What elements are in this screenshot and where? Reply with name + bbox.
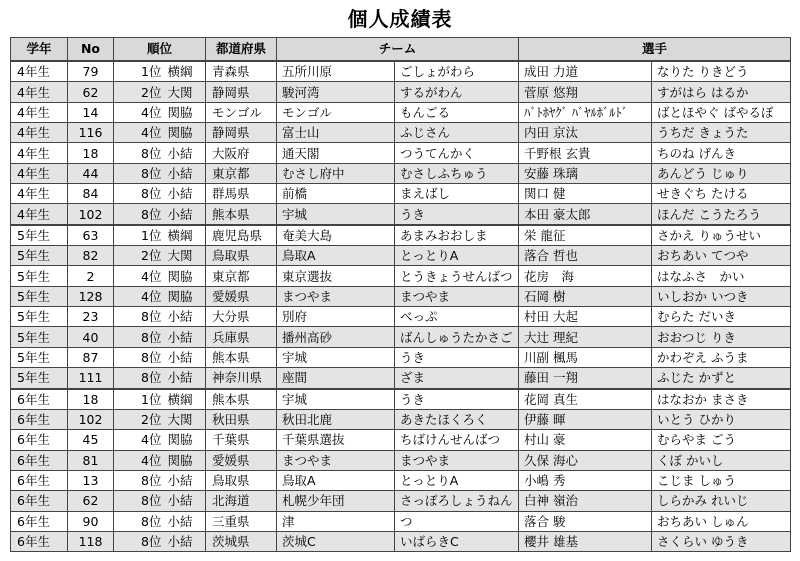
cell-team: 鳥取A (277, 470, 395, 490)
rank-title: 小結 (167, 473, 193, 489)
table-row (11, 266, 791, 286)
cell-player: 落合 駿 (519, 511, 652, 531)
rank-title: 横綱 (167, 391, 193, 407)
cell-player: 内田 京汰 (519, 123, 652, 143)
cell-team: 富士山 (277, 123, 395, 143)
cell-grade: 4年生 (11, 163, 68, 183)
cell-team: むさし府中 (277, 163, 395, 183)
rank-title: 小結 (167, 513, 193, 529)
cell-player-kana: むらやま ごう (652, 430, 791, 450)
rank-title: 関脇 (167, 432, 193, 448)
header-row (11, 38, 791, 62)
cell-team: モンゴル (277, 102, 395, 122)
cell-player: ﾊﾞﾄﾎﾔｸﾞ ﾊﾞﾔﾙﾎﾞﾙﾄﾞ (519, 102, 652, 122)
cell-grade: 4年生 (11, 61, 68, 82)
rank-title: 大関 (167, 84, 193, 100)
cell-no: 14 (68, 102, 114, 122)
cell-player: 栄 龍征 (519, 225, 652, 246)
cell-prefecture: モンゴル (206, 102, 277, 122)
cell-team-kana: うき (395, 204, 519, 225)
cell-player-kana: はなふさ かい (652, 266, 791, 286)
cell-grade: 6年生 (11, 430, 68, 450)
rank-title: 横綱 (167, 64, 193, 80)
cell-rank (114, 82, 206, 102)
cell-rank (114, 389, 206, 410)
cell-prefecture: 茨城県 (206, 531, 277, 551)
cell-team: 鳥取A (277, 246, 395, 266)
cell-player-kana: こじま しゅう (652, 470, 791, 490)
cell-no: 18 (68, 389, 114, 410)
table-row (11, 82, 791, 102)
rank-title: 小結 (167, 534, 193, 550)
cell-grade: 4年生 (11, 143, 68, 163)
rank-position: 8位 (141, 349, 162, 365)
rank-position: 8位 (141, 186, 162, 202)
rank-position: 8位 (141, 493, 162, 509)
cell-team: 奄美大島 (277, 225, 395, 246)
cell-team-kana: もんごる (395, 102, 519, 122)
cell-no: 13 (68, 470, 114, 490)
cell-rank (114, 491, 206, 511)
rank-position: 1位 (141, 227, 162, 243)
cell-rank (114, 266, 206, 286)
cell-player: 久保 海心 (519, 450, 652, 470)
cell-rank (114, 163, 206, 183)
cell-player: 千野根 玄貴 (519, 143, 652, 163)
cell-team: 通天閣 (277, 143, 395, 163)
cell-player-kana: ほんだ こうたろう (652, 204, 791, 225)
rank-position: 8位 (141, 513, 162, 529)
cell-team-kana: うき (395, 347, 519, 367)
rank-title: 関脇 (167, 104, 193, 120)
cell-player-kana: くぼ かいし (652, 450, 791, 470)
header-player: 選手 (519, 38, 791, 62)
cell-grade: 6年生 (11, 531, 68, 551)
cell-grade: 4年生 (11, 184, 68, 204)
rank-title: 大関 (167, 248, 193, 264)
cell-team-kana: とうきょうせんばつ (395, 266, 519, 286)
cell-team: 津 (277, 511, 395, 531)
cell-team: 播州高砂 (277, 327, 395, 347)
cell-player-kana: あんどう じゅり (652, 163, 791, 183)
table-row (11, 491, 791, 511)
cell-rank (114, 102, 206, 122)
cell-team-kana: さっぽろしょうねん (395, 491, 519, 511)
rank-position: 8位 (141, 473, 162, 489)
rank-title: 関脇 (167, 268, 193, 284)
cell-grade: 4年生 (11, 204, 68, 225)
cell-player: 伊藤 暉 (519, 409, 652, 429)
cell-player: 花岡 真生 (519, 389, 652, 410)
cell-prefecture: 青森県 (206, 61, 277, 82)
cell-rank (114, 61, 206, 82)
table-row (11, 246, 791, 266)
cell-team-kana: ごしょがわら (395, 61, 519, 82)
cell-prefecture: 秋田県 (206, 409, 277, 429)
cell-team-kana: とっとりA (395, 470, 519, 490)
cell-grade: 6年生 (11, 491, 68, 511)
table-row (11, 347, 791, 367)
cell-prefecture: 愛媛県 (206, 450, 277, 470)
rank-title: 小結 (167, 206, 193, 222)
cell-team-kana: べっぷ (395, 307, 519, 327)
header-prefecture: 都道府県 (206, 38, 277, 62)
cell-team: 前橋 (277, 184, 395, 204)
cell-team: 秋田北鹿 (277, 409, 395, 429)
cell-rank (114, 143, 206, 163)
cell-rank (114, 368, 206, 389)
cell-rank (114, 123, 206, 143)
rank-title: 小結 (167, 165, 193, 181)
cell-rank (114, 470, 206, 490)
cell-prefecture: 静岡県 (206, 82, 277, 102)
cell-no: 63 (68, 225, 114, 246)
cell-player-kana: さかえ りゅうせい (652, 225, 791, 246)
cell-prefecture: 大阪府 (206, 143, 277, 163)
cell-grade: 5年生 (11, 286, 68, 306)
cell-player-kana: さくらい ゆうき (652, 531, 791, 551)
cell-player-kana: ふじた かずと (652, 368, 791, 389)
cell-rank (114, 307, 206, 327)
cell-no: 82 (68, 246, 114, 266)
rank-position: 2位 (141, 248, 162, 264)
header-team: チーム (277, 38, 519, 62)
cell-rank (114, 327, 206, 347)
rank-title: 小結 (167, 349, 193, 365)
rank-position: 8位 (141, 534, 162, 550)
cell-player-kana: しらかみ れいじ (652, 491, 791, 511)
cell-prefecture: 鳥取県 (206, 470, 277, 490)
cell-prefecture: 愛媛県 (206, 286, 277, 306)
cell-rank (114, 450, 206, 470)
rank-position: 8位 (141, 329, 162, 345)
cell-prefecture: 熊本県 (206, 347, 277, 367)
cell-prefecture: 鳥取県 (206, 246, 277, 266)
cell-rank (114, 204, 206, 225)
cell-prefecture: 三重県 (206, 511, 277, 531)
cell-player: 村田 大起 (519, 307, 652, 327)
cell-team: 札幌少年団 (277, 491, 395, 511)
table-row (11, 204, 791, 225)
cell-player-kana: なりた りきどう (652, 61, 791, 82)
rank-position: 2位 (141, 84, 162, 100)
cell-prefecture: 兵庫県 (206, 327, 277, 347)
cell-team: 茨城C (277, 531, 395, 551)
cell-rank (114, 184, 206, 204)
results-table (10, 37, 791, 552)
rank-position: 8位 (141, 165, 162, 181)
table-row (11, 307, 791, 327)
cell-player: 安藤 珠璃 (519, 163, 652, 183)
cell-grade: 6年生 (11, 409, 68, 429)
rank-position: 4位 (141, 125, 162, 141)
cell-no: 116 (68, 123, 114, 143)
table-row (11, 409, 791, 429)
rank-position: 1位 (141, 64, 162, 80)
cell-grade: 4年生 (11, 102, 68, 122)
cell-rank (114, 347, 206, 367)
cell-grade: 5年生 (11, 368, 68, 389)
cell-rank (114, 409, 206, 429)
cell-player: 小嶋 秀 (519, 470, 652, 490)
cell-team-kana: むさしふちゅう (395, 163, 519, 183)
rank-title: 小結 (167, 145, 193, 161)
cell-team-kana: するがわん (395, 82, 519, 102)
table-row (11, 389, 791, 410)
rank-title: 関脇 (167, 452, 193, 468)
cell-no: 84 (68, 184, 114, 204)
cell-prefecture: 静岡県 (206, 123, 277, 143)
cell-prefecture: 群馬県 (206, 184, 277, 204)
table-row (11, 450, 791, 470)
cell-team: まつやま (277, 286, 395, 306)
page-title: 個人成績表 (347, 7, 453, 31)
cell-prefecture: 東京都 (206, 163, 277, 183)
cell-team-kana: ばんしゅうたかさご (395, 327, 519, 347)
cell-no: 2 (68, 266, 114, 286)
cell-prefecture: 鹿児島県 (206, 225, 277, 246)
cell-rank (114, 511, 206, 531)
cell-grade: 4年生 (11, 82, 68, 102)
cell-prefecture: 熊本県 (206, 204, 277, 225)
cell-player-kana: すがはら はるか (652, 82, 791, 102)
cell-no: 45 (68, 430, 114, 450)
cell-rank (114, 430, 206, 450)
cell-rank (114, 225, 206, 246)
cell-no: 62 (68, 82, 114, 102)
cell-grade: 5年生 (11, 347, 68, 367)
cell-team: 東京選抜 (277, 266, 395, 286)
cell-player-kana: はなおか まさき (652, 389, 791, 410)
cell-no: 90 (68, 511, 114, 531)
rank-title: 大関 (167, 412, 193, 428)
rank-position: 8位 (141, 206, 162, 222)
table-row (11, 225, 791, 246)
cell-team: 宇城 (277, 204, 395, 225)
cell-player: 成田 力道 (519, 61, 652, 82)
cell-player-kana: いとう ひかり (652, 409, 791, 429)
cell-team: 座間 (277, 368, 395, 389)
rank-title: 小結 (167, 309, 193, 325)
header-rank: 順位 (114, 38, 206, 62)
cell-player-kana: かわぞえ ふうま (652, 347, 791, 367)
rank-position: 4位 (141, 452, 162, 468)
cell-grade: 5年生 (11, 225, 68, 246)
table-row (11, 102, 791, 122)
cell-no: 102 (68, 409, 114, 429)
cell-no: 87 (68, 347, 114, 367)
cell-no: 102 (68, 204, 114, 225)
cell-team-kana: つ (395, 511, 519, 531)
table-row (11, 430, 791, 450)
rank-title: 小結 (167, 370, 193, 386)
cell-player-kana: ちのね げんき (652, 143, 791, 163)
rank-position: 2位 (141, 412, 162, 428)
cell-team-kana: とっとりA (395, 246, 519, 266)
cell-player: 落合 哲也 (519, 246, 652, 266)
cell-player-kana: おおつじ りき (652, 327, 791, 347)
rank-position: 4位 (141, 268, 162, 284)
cell-team-kana: ふじさん (395, 123, 519, 143)
cell-no: 118 (68, 531, 114, 551)
cell-team-kana: まえばし (395, 184, 519, 204)
cell-rank (114, 531, 206, 551)
cell-no: 128 (68, 286, 114, 306)
rank-position: 8位 (141, 145, 162, 161)
rank-title: 関脇 (167, 125, 193, 141)
cell-team: まつやま (277, 450, 395, 470)
table-row (11, 163, 791, 183)
rank-title: 関脇 (167, 288, 193, 304)
rank-title: 横綱 (167, 227, 193, 243)
cell-player: 石岡 樹 (519, 286, 652, 306)
table-body (11, 61, 791, 552)
cell-no: 18 (68, 143, 114, 163)
cell-player-kana: ばとほやぐ ばやるぼ (652, 102, 791, 122)
cell-grade: 6年生 (11, 511, 68, 531)
cell-no: 79 (68, 61, 114, 82)
cell-prefecture: 熊本県 (206, 389, 277, 410)
cell-team: 五所川原 (277, 61, 395, 82)
cell-team: 駿河湾 (277, 82, 395, 102)
cell-team-kana: まつやま (395, 286, 519, 306)
cell-player-kana: うちだ きょうた (652, 123, 791, 143)
rank-position: 4位 (141, 432, 162, 448)
cell-team-kana: いばらきC (395, 531, 519, 551)
cell-no: 111 (68, 368, 114, 389)
cell-team: 宇城 (277, 389, 395, 410)
cell-player-kana: いしおか いつき (652, 286, 791, 306)
header-grade: 学年 (11, 38, 68, 62)
cell-player: 菅原 悠翔 (519, 82, 652, 102)
cell-team: 宇城 (277, 347, 395, 367)
cell-team-kana: つうてんかく (395, 143, 519, 163)
table-row (11, 286, 791, 306)
cell-prefecture: 東京都 (206, 266, 277, 286)
cell-player: 大辻 理紀 (519, 327, 652, 347)
cell-team: 別府 (277, 307, 395, 327)
cell-no: 40 (68, 327, 114, 347)
cell-grade: 6年生 (11, 389, 68, 410)
cell-grade: 4年生 (11, 123, 68, 143)
cell-team-kana: あまみおおしま (395, 225, 519, 246)
cell-team-kana: うき (395, 389, 519, 410)
cell-grade: 5年生 (11, 266, 68, 286)
cell-player-kana: せきぐち たける (652, 184, 791, 204)
cell-team-kana: あきたほくろく (395, 409, 519, 429)
rank-title: 小結 (167, 493, 193, 509)
cell-prefecture: 北海道 (206, 491, 277, 511)
table-row (11, 531, 791, 551)
cell-player: 関口 健 (519, 184, 652, 204)
table-row (11, 184, 791, 204)
cell-player: 本田 豪太郎 (519, 204, 652, 225)
table-row (11, 470, 791, 490)
rank-position: 8位 (141, 309, 162, 325)
cell-player-kana: おちあい てつや (652, 246, 791, 266)
rank-title: 小結 (167, 329, 193, 345)
cell-no: 81 (68, 450, 114, 470)
table-row (11, 143, 791, 163)
cell-rank (114, 246, 206, 266)
cell-team-kana: まつやま (395, 450, 519, 470)
cell-team-kana: ざま (395, 368, 519, 389)
cell-player: 川副 楓馬 (519, 347, 652, 367)
cell-rank (114, 286, 206, 306)
cell-prefecture: 千葉県 (206, 430, 277, 450)
table-row (11, 61, 791, 82)
cell-grade: 5年生 (11, 327, 68, 347)
cell-grade: 6年生 (11, 470, 68, 490)
cell-player: 花房 海 (519, 266, 652, 286)
cell-team: 千葉県選抜 (277, 430, 395, 450)
table-row (11, 368, 791, 389)
rank-position: 1位 (141, 391, 162, 407)
cell-grade: 5年生 (11, 246, 68, 266)
cell-player: 櫻井 雄基 (519, 531, 652, 551)
table-row (11, 123, 791, 143)
cell-player: 村山 豪 (519, 430, 652, 450)
cell-player: 藤田 一翔 (519, 368, 652, 389)
header-no: No (68, 38, 114, 62)
cell-prefecture: 大分県 (206, 307, 277, 327)
rank-position: 4位 (141, 288, 162, 304)
rank-title: 小結 (167, 186, 193, 202)
table-row (11, 511, 791, 531)
cell-team-kana: ちばけんせんばつ (395, 430, 519, 450)
cell-no: 23 (68, 307, 114, 327)
rank-position: 8位 (141, 370, 162, 386)
table-row (11, 327, 791, 347)
cell-player-kana: おちあい しゅん (652, 511, 791, 531)
cell-player-kana: むらた だいき (652, 307, 791, 327)
rank-position: 4位 (141, 104, 162, 120)
cell-grade: 5年生 (11, 307, 68, 327)
cell-grade: 6年生 (11, 450, 68, 470)
cell-no: 62 (68, 491, 114, 511)
cell-player: 白神 嶺治 (519, 491, 652, 511)
cell-no: 44 (68, 163, 114, 183)
cell-prefecture: 神奈川県 (206, 368, 277, 389)
